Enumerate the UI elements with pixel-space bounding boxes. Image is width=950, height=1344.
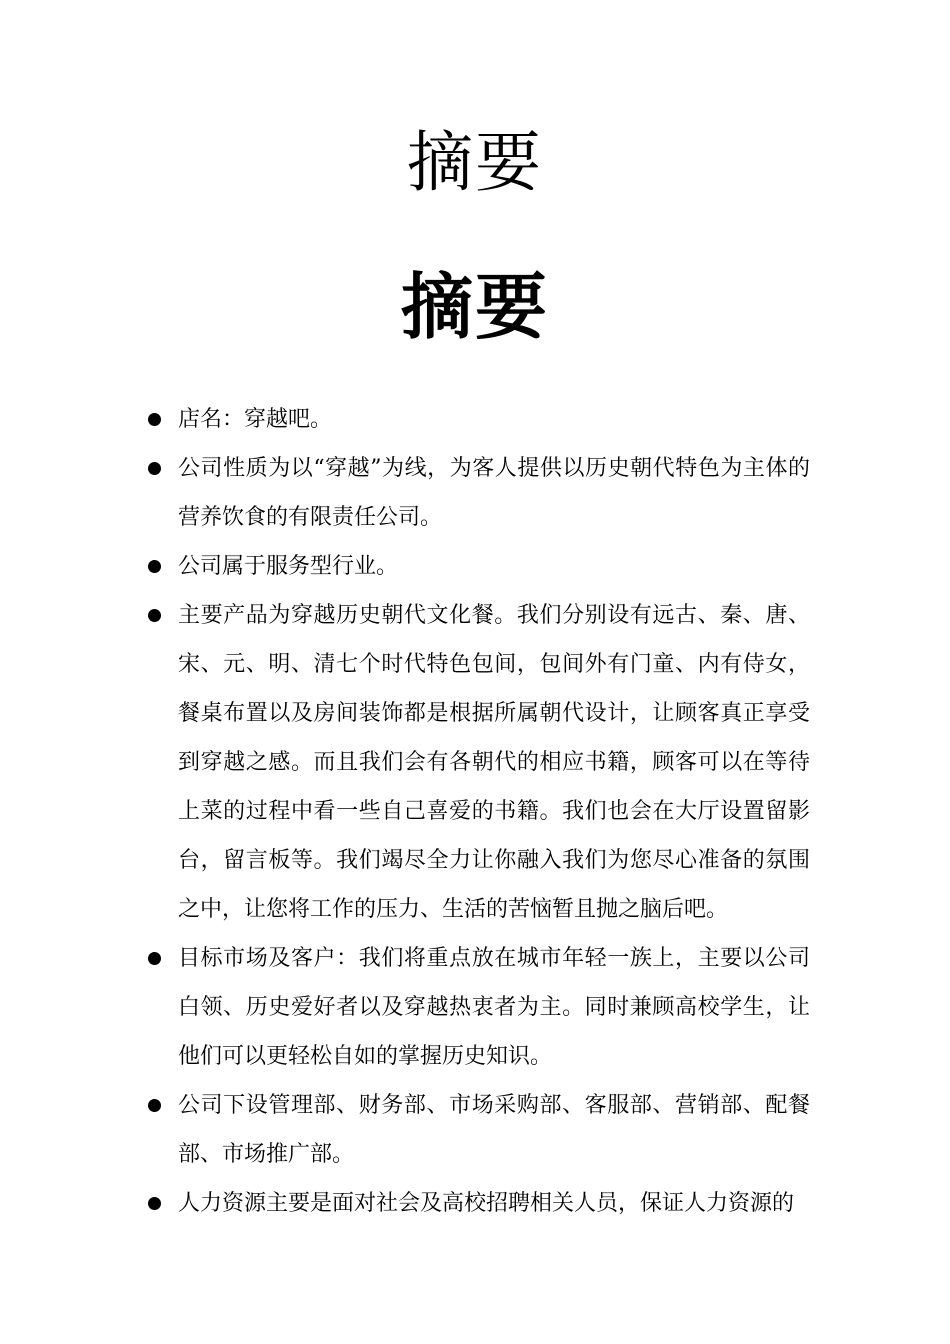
list-item-text: 人力资源主要是面对社会及高校招聘相关人员，保证人力资源的 (178, 1191, 795, 1216)
list-item-text: 公司性质为以“穿越”为线，为客人提供以历史朝代特色为主体的营养饮食的有限责任公司。 (178, 456, 810, 530)
list-item (145, 591, 810, 934)
list-item (145, 1081, 810, 1179)
list-item (145, 934, 810, 1081)
section-heading: 摘要 (400, 265, 549, 349)
list-item-text: 店名：穿越吧。 (178, 407, 333, 432)
list-item (145, 542, 810, 591)
bullet-icon (148, 1197, 161, 1210)
bullet-icon (148, 952, 161, 965)
bullet-list (145, 395, 810, 1228)
list-item-text: 公司下设管理部、财务部、市场采购部、客服部、营销部、配餐部、市场推广部。 (178, 1093, 810, 1167)
list-item-text: 目标市场及客户：我们将重点放在城市年轻一族上，主要以公司白领、历史爱好者以及穿越热衷者为主。同时兼顾高校学生，让他们可以更轻松自如的掌握历史知识。 (178, 946, 810, 1069)
list-item-text: 主要产品为穿越历史朝代文化餐。我们分别设有远古、秦、唐、宋、元、明、清七个时代特色包间，包间外有门童、内有侍女，餐桌布置以及房间装饰都是根据所属朝代设计，让顾客真正享受到穿越之感。而且我们会有各朝代的相应书籍，顾客可以在等待上菜的过程中看一些自己喜爱的书籍。我们也会在大厅设置留影台，留言板等。我们竭尽全力让你融入我们为您尽心准备的氛围之中，让您将工作的压力、生活的苦恼暂且抛之脑后吧。 (178, 603, 810, 922)
list-item (145, 395, 810, 444)
bullet-icon (148, 560, 161, 573)
bullet-icon (148, 609, 161, 622)
list-item (145, 444, 810, 542)
bullet-icon (148, 1099, 161, 1112)
list-item (145, 1179, 810, 1228)
bullet-icon (148, 413, 161, 426)
list-item-text: 公司属于服务型行业。 (178, 554, 399, 579)
page-title: 摘要 (407, 124, 543, 201)
bullet-icon (148, 462, 161, 475)
